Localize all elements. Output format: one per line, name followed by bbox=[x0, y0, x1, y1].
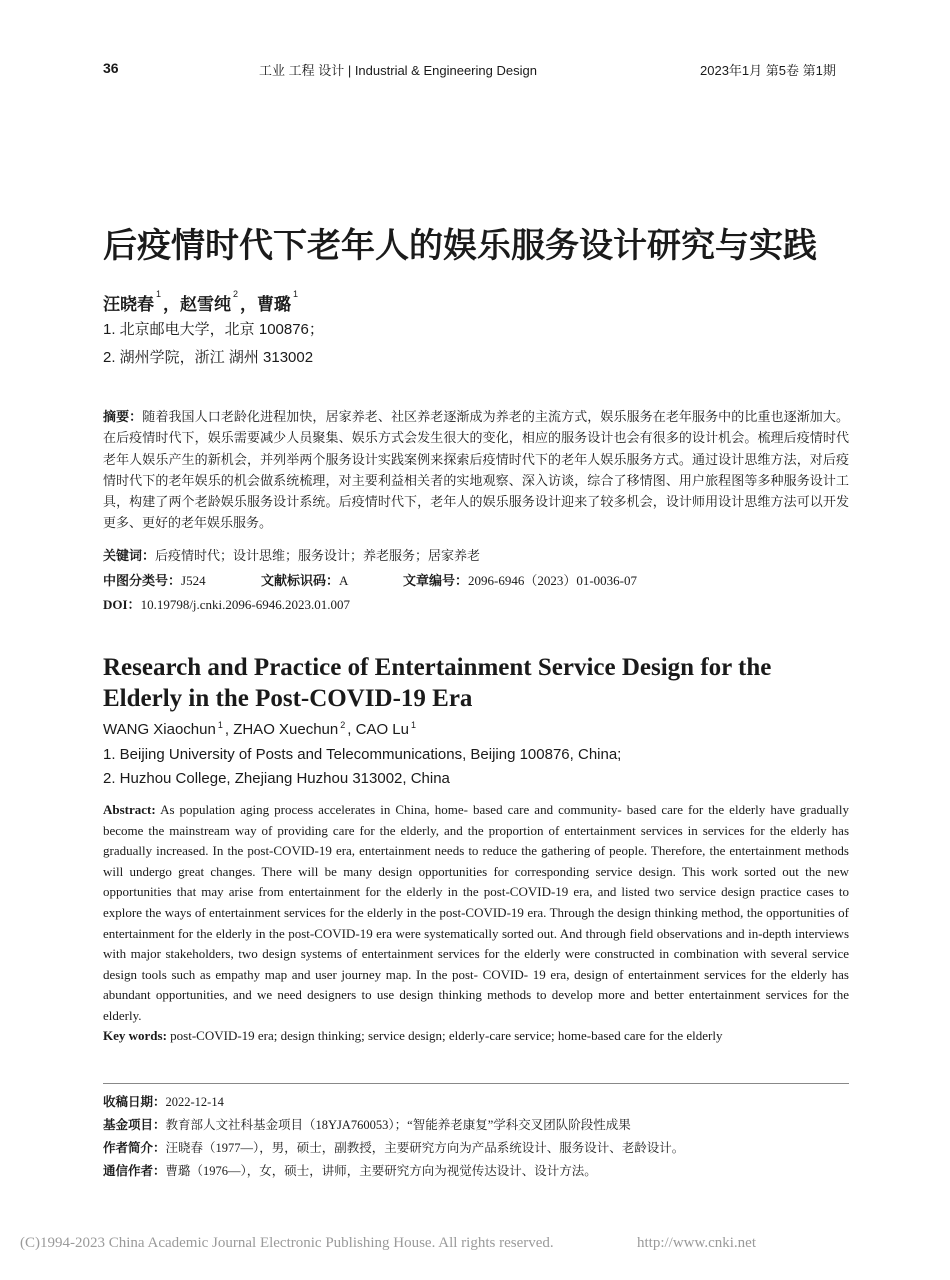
author-bio-value: 汪晓春（1977—），男，硕士，副教授，主要研究方向为产品系统设计、服务设计、老龄设计。 bbox=[165, 1141, 685, 1155]
title-en-line2: Elderly in the Post-COVID-19 Era bbox=[103, 685, 473, 712]
clc-label: 中图分类号： bbox=[103, 573, 182, 588]
footnote-received bbox=[103, 1092, 224, 1110]
page-number: 36 bbox=[103, 60, 119, 76]
abstract-text-en: As population aging process accelerates in China, home- based care and community- based care for the elderly have gradually become the mainstream way of providing care for the elderly, and the proportion of entertainment services in services for the elderly has gradually increased. In the post-COVID-19 era, entertainment needs to reduce the gathering of people. Therefore, the entertainment methods will undergo great changes. There will be many design opportunities for corresponding service design. This work sorted out the new opportunities that may arise from entertainment for the elderly in the post-COVID-19 era, and listed two service design practice cases to explore the ways of entertainment services for the elderly in the post-COVID-19 era. Through the design thinking method, the opportunities of entertainment for the elderly in the post-COVID-19 era were systematically sorted out. And through field observations and in-depth interviews with major stakeholders, two design systems of entertainment services for the elderly were constructed in combination with several service design tools such as empathy map and user journey map. In the post- COVID- 19 era, design of entertainment services for the elderly has abundant opportunities, and we need designers to use design thinking methods to develop more and better entertainment services for the elderly. bbox=[103, 802, 849, 1023]
abstract-label-en: Abstract: bbox=[103, 802, 156, 817]
copyright-text: (C)1994-2023 China Academic Journal Electronic Publishing House. All rights reserved. bbox=[20, 1235, 554, 1251]
journal-name: 工业 工程 设计 | Industrial & Engineering Design bbox=[259, 63, 537, 78]
corresponding-value: 曹璐（1976—），女，硕士，讲师，主要研究方向为视觉传达设计、设计方法。 bbox=[165, 1164, 597, 1178]
author-name: CAO Lu bbox=[355, 721, 409, 738]
abstract-en bbox=[103, 800, 849, 1027]
keywords-cn bbox=[103, 545, 480, 564]
article-label: 文章编号： bbox=[403, 573, 469, 588]
doccode-label: 文献标识码： bbox=[261, 573, 340, 588]
author-name: 赵雪纯 bbox=[180, 295, 232, 314]
author-name: 汪晓春 bbox=[103, 295, 154, 314]
author-affiliation-mark: 1 bbox=[217, 720, 223, 730]
affiliation-en-1: 1. Beijing University of Posts and Telecommunications, Beijing 100876, China; bbox=[103, 746, 622, 763]
keywords-text-en: post-COVID-19 era; design thinking; service design; elderly-care service; home-based care for the elderly bbox=[170, 1028, 723, 1043]
affiliation-cn-2: 2. 湖州学院，浙江 湖州 313002 bbox=[103, 349, 314, 366]
doccode-value: A bbox=[339, 573, 349, 588]
article-value: 2096-6946（2023）01-0036-07 bbox=[468, 573, 638, 588]
keywords-text-cn: 后疫情时代；设计思维；服务设计；养老服务；居家养老 bbox=[155, 548, 481, 563]
author-name: WANG Xiaochun bbox=[103, 721, 216, 738]
doi bbox=[103, 594, 350, 613]
author-affiliation-mark: 1 bbox=[410, 720, 416, 730]
footnote-author bbox=[103, 1138, 684, 1156]
received-label: 收稿日期： bbox=[103, 1095, 166, 1109]
clc-value: J524 bbox=[181, 573, 206, 588]
abstract-text-cn: 随着我国人口老龄化进程加快，居家养老、社区养老逐渐成为养老的主流方式，娱乐服务在老年服务中的比重也逐渐加大。在后疫情时代下，娱乐需要减少人员聚集、娱乐方式会发生很大的变化，相应的服务设计也会有很多的设计机会。梳理后疫情时代老年人娱乐产生的新机会，并列举两个服务设计实践案例来探索后疫情时代下的老年人娱乐服务方式。通过设计思维方法，对后疫情时代下的老年娱乐的机会做系统梳理，对主要利益相关者的实地观察、深入访谈，综合了移情图、用户旅程图等多种服务设计工具，构建了两个老龄娱乐服务设计系统。后疫情时代下，老年人的娱乐服务设计迎来了较多机会，设计师用设计思维方法可以开发更多、更好的老年娱乐服务。 bbox=[103, 409, 849, 531]
footnote-fund bbox=[103, 1115, 631, 1133]
affiliation-en-2: 2. Huzhou College, Zhejiang Huzhou 313002, China bbox=[103, 770, 450, 787]
author-name: 曹璐 bbox=[257, 295, 292, 314]
corresponding-label: 通信作者： bbox=[103, 1164, 166, 1178]
author-affiliation-mark: 2 bbox=[233, 289, 239, 299]
abstract-cn bbox=[103, 406, 849, 534]
fund-label: 基金项目： bbox=[103, 1118, 166, 1132]
paper-title-cn: 后疫情时代下老年人的娱乐服务设计研究与实践 bbox=[103, 226, 817, 266]
keywords-label-en: Key words: bbox=[103, 1028, 167, 1043]
author-name: ZHAO Xuechun bbox=[233, 721, 339, 738]
classification-row bbox=[103, 570, 849, 589]
authors-en: WANG Xiaochun $^1$ , ZHAO Xuechun $^2$ , CAO Lu $^1$ bbox=[103, 720, 416, 738]
doi-value: 10.19798/j.cnki.2096-6946.2023.01.007 bbox=[140, 597, 350, 612]
keywords-label-cn: 关键词： bbox=[103, 548, 156, 563]
author-affiliation-mark: 1 bbox=[293, 289, 299, 299]
footnote-corresponding bbox=[103, 1161, 597, 1179]
title-en-line1: Research and Practice of Entertainment Service Design for the bbox=[103, 654, 772, 681]
affiliation-cn-1: 1. 北京邮电大学，北京 100876； bbox=[103, 321, 324, 338]
received-value: 2022-12-14 bbox=[165, 1095, 224, 1109]
issue-info: 2023年1月 第5卷 第1期 bbox=[700, 63, 836, 78]
doi-label: DOI： bbox=[103, 597, 141, 612]
copyright-url: http://www.cnki.net bbox=[637, 1235, 757, 1251]
authors-cn: 汪晓春$^1$，赵雪纯$^2$，曹璐$^1$ bbox=[103, 289, 299, 314]
keywords-en bbox=[103, 1028, 722, 1044]
footnote-divider bbox=[103, 1083, 849, 1084]
author-affiliation-mark: 1 bbox=[156, 289, 162, 299]
author-affiliation-mark: 2 bbox=[340, 720, 346, 730]
fund-value: 教育部人文社科基金项目（18YJA760053）；“智能养老康复”学科交叉团队阶段性成果 bbox=[165, 1118, 631, 1132]
abstract-label-cn: 摘要： bbox=[103, 409, 143, 424]
author-bio-label: 作者简介： bbox=[103, 1141, 166, 1155]
paper-title-en bbox=[103, 652, 863, 714]
